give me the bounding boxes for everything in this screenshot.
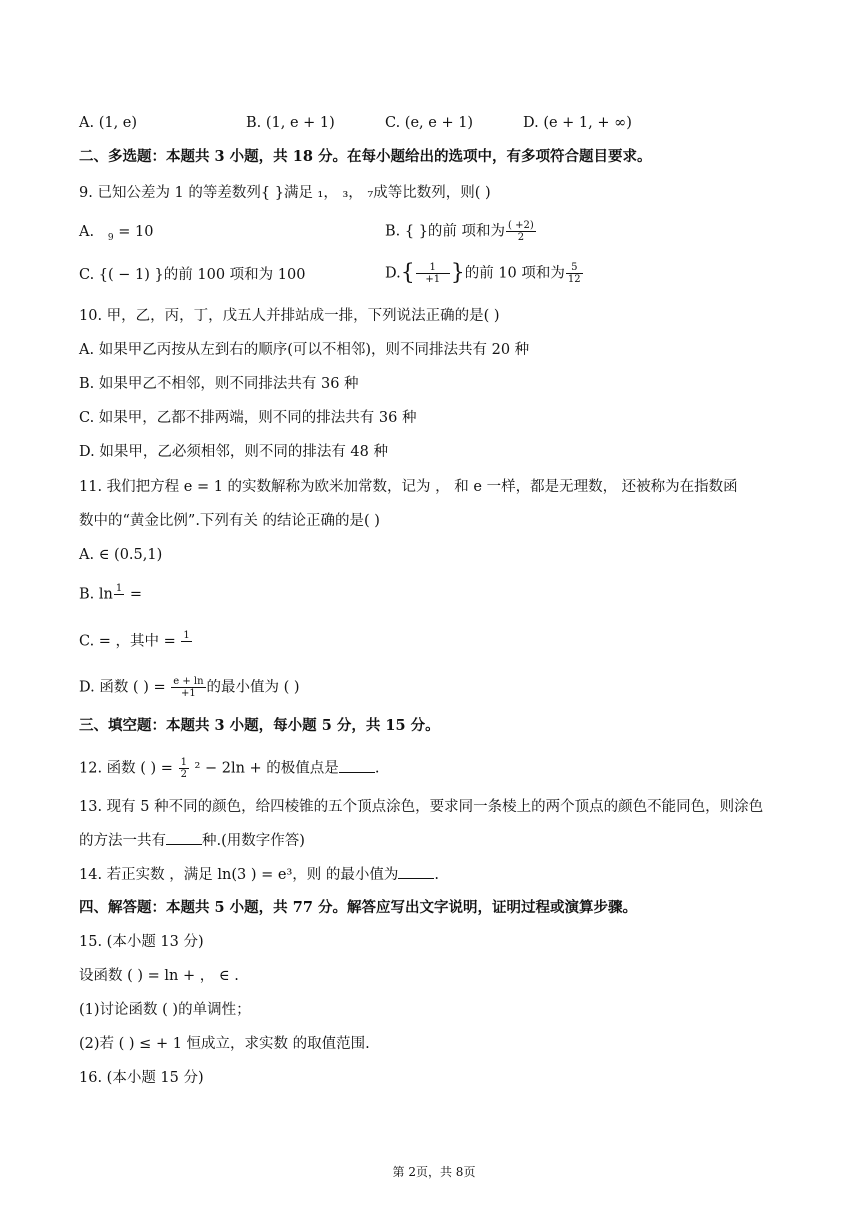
fraction: $\frac{1}{2}$ xyxy=(180,757,187,780)
q11-option-b: B. ln 1 = xyxy=(79,583,142,606)
q16-title: 16. (本小题 15 分) xyxy=(79,1070,204,1086)
answer-blank xyxy=(166,830,202,845)
fraction: $\frac{1}{+1}$ xyxy=(416,262,450,285)
q10-option-b: B. 如果甲乙不相邻，则不同排法共有 36 种 xyxy=(79,376,359,392)
section-heading-multiple-choice: 二、多选题：本题共 3 小题，共 18 分。在每小题给出的选项中，有多项符合题目要求。 xyxy=(79,148,652,165)
q8-option-d: D. (e + 1, + ∞) xyxy=(523,115,632,131)
q11-stem-line2: 数中的“黄金比例”.下列有关 的结论正确的是( ) xyxy=(79,513,380,529)
q15-title: 15. (本小题 13 分) xyxy=(79,934,204,950)
fraction: $\frac{e + \ln}{+1}$ xyxy=(173,676,204,699)
answer-blank xyxy=(339,758,375,773)
q11-option-a: A. ∈ (0.5,1) xyxy=(79,547,163,563)
q8-option-a: A. (1, e) xyxy=(79,115,138,131)
fraction: $\frac{( +2)}{2}$ xyxy=(508,220,534,243)
page-footer: 第 2页，共 8页 xyxy=(392,1165,476,1179)
q12: 12. 函数 ( ) = $\frac{1}{2}$ ² − 2ln + 的极值点是 . xyxy=(79,757,380,780)
fraction: $\frac{5}{12}$ xyxy=(567,262,581,285)
q15-stem: 设函数 ( ) = ln + ， ∈ . xyxy=(79,968,239,984)
q9-stem: 9. 已知公差为 1 的等差数列{ }满足 ₁， ₃， ₇成等比数列，则( ) xyxy=(79,185,491,201)
q8-option-b: B. (1, e + 1) xyxy=(246,115,335,131)
q11-option-c: C. = ，其中 = 1 xyxy=(79,630,193,653)
fraction: 1 xyxy=(183,630,190,641)
fraction: 1 xyxy=(115,583,123,594)
q9-option-b: B. { }的前 项和为 $\frac{( +2)}{2}$ xyxy=(385,220,534,243)
q9-option-d: D.{ $\frac{1}{+1}$ }的前 10 项和为 $\frac{5}{12}$ xyxy=(385,260,581,286)
q13-line2: 的方法一共有 种.(用数字作答) xyxy=(79,830,305,851)
q15-part1: (1)讨论函数 ( )的单调性； xyxy=(79,1002,251,1018)
answer-blank xyxy=(398,864,434,879)
section-heading-fill-in: 三、填空题：本题共 3 小题，每小题 5 分，共 15 分。 xyxy=(79,717,440,734)
q9-option-c: C. {( − 1) }的前 100 项和为 100 xyxy=(79,267,306,283)
q10-stem: 10. 甲，乙，丙，丁，戊五人并排站成一排，下列说法正确的是( ) xyxy=(79,308,500,324)
q11-stem-line1: 11. 我们把方程 e = 1 的实数解称为欧米加常数，记为 ， 和 e 一样，都是无理数， 还被称为在指数函 xyxy=(79,479,738,495)
q10-option-c: C. 如果甲，乙都不排两端，则不同的排法共有 36 种 xyxy=(79,410,417,426)
q11-option-d: D. 函数 ( ) = $\frac{e + \ln}{+1}$ 的最小值为 ( ) xyxy=(79,676,300,699)
q8-option-c: C. (e, e + 1) xyxy=(385,115,474,131)
q10-option-d: D. 如果甲，乙必须相邻，则不同的排法有 48 种 xyxy=(79,444,388,460)
q10-option-a: A. 如果甲乙丙按从左到右的顺序(可以不相邻)，则不同排法共有 20 种 xyxy=(79,342,530,358)
section-heading-solutions: 四、解答题：本题共 5 小题，共 77 分。解答应写出文字说明，证明过程或演算步骤。 xyxy=(79,899,637,916)
q13-line1: 13. 现有 5 种不同的颜色，给四棱锥的五个顶点涂色，要求同一条棱上的两个顶点的颜色不能同色，则涂色 xyxy=(79,799,764,815)
q14: 14. 若正实数 ，满足 ln(3 ) = e³，则 的最小值为 . xyxy=(79,864,439,885)
q9-option-a: A. $_9$ = 10 xyxy=(79,224,154,243)
q15-part2: (2)若 ( ) ≤ + 1 恒成立，求实数 的取值范围. xyxy=(79,1036,370,1052)
